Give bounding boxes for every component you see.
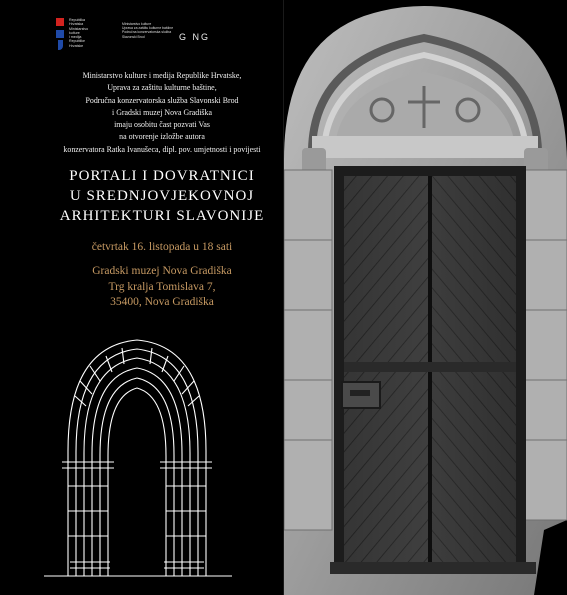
invitation-line: Ministarstvo kulture i medija Republike Hrvatske, <box>82 71 242 80</box>
portal-door-photo <box>284 0 567 595</box>
uprava-logo <box>122 22 180 39</box>
ministry-logo <box>56 18 116 52</box>
invitation-line: na otvorenje izložbe autora <box>119 132 205 142</box>
venue-line: Gradski muzej Nova Gradiška <box>92 265 232 277</box>
gothic-arch-drawing <box>40 336 235 582</box>
title-line: PORTALI I DOVRATNICI <box>69 168 255 184</box>
invitation-text <box>0 70 324 156</box>
museum-logo <box>179 32 210 42</box>
exhibition-title <box>0 166 324 226</box>
door-photo-panel <box>284 0 567 595</box>
invitation-line: konzervatora Ratka Ivanušeca, dipl. pov. umjetnosti i povijesti <box>63 144 261 154</box>
ministry-logo-icon <box>56 18 66 50</box>
title-line: ARHITEKTURI SLAVONIJE <box>59 208 265 224</box>
uprava-logo-text: Ministarstvo kulture Uprava za zaštitu kulturne baštine Područna konzervatorska služba Slavonski Brod <box>122 22 174 39</box>
event-date: četvrtak 16. listopada u 18 sati <box>91 241 233 253</box>
invitation-line: i Gradski muzej Nova Gradiška <box>112 107 212 117</box>
event-venue <box>0 264 324 311</box>
invitation-line: Uprava za zaštitu kulturne baštine, <box>107 83 217 93</box>
museum-logo-text: G NG <box>179 32 211 42</box>
title-line: U SREDNJOVJEKOVNOJ <box>69 188 255 204</box>
invitation-line: imaju osobitu čast pozvati Vas <box>114 120 210 130</box>
invitation-line: Područna konzervatorska služba Slavonski Brod <box>85 95 239 105</box>
venue-line: 35400, Nova Gradiška <box>110 296 214 308</box>
ministry-logo-text: Republika Hrvatska Ministarstvo kulture i medija Republike Hrvatske <box>69 18 89 48</box>
venue-line: Trg kralja Tomislava 7, <box>108 280 216 293</box>
